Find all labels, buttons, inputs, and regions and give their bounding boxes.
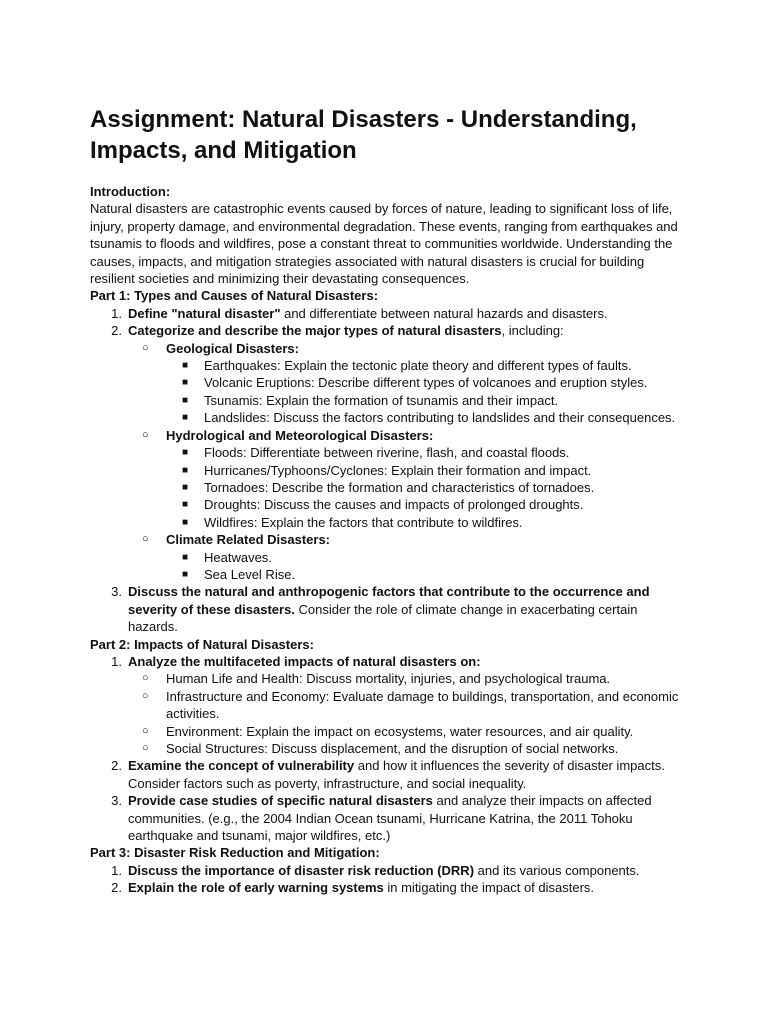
square-bullet-icon: ■ [182,394,189,406]
sub-item [166,374,690,391]
sub-item [166,496,690,513]
category-subitems [166,357,690,427]
sub-item-text: Tornadoes: Describe the formation and characteristics of tornadoes. [204,479,595,495]
square-bullet-icon: ■ [182,412,189,424]
square-bullet-icon: ■ [182,516,189,528]
circle-bullet-icon: ○ [142,428,149,441]
square-bullet-icon: ■ [182,360,189,372]
sub-item-text: Sea Level Rise. [204,566,296,582]
impact-text: Infrastructure and Economy: Evaluate damage to buildings, transportation, and economic activities. [166,688,679,722]
list-number: 2. [111,758,122,774]
sub-item-text: Heatwaves. [204,549,272,565]
sub-item [166,549,690,566]
category-name: Hydrological and Meteorological Disasters: [166,427,434,443]
item-text: and its various components. [474,862,640,878]
item-bold-text: Explain the role of early warning systems [128,880,384,896]
item-bold-text: Discuss the natural and anthropogenic factors that contribute to the occurrence and severity of these disasters. [128,584,650,617]
sub-item-text: Volcanic Eruptions: Describe different types of volcanoes and eruption styles. [204,375,648,391]
circle-bullet-icon: ○ [142,742,149,754]
list-number: 3. [111,793,122,809]
intro-paragraph: Natural disasters are catastrophic events caused by forces of nature, leading to significant loss of life, injury, property damage, and environmental degradation. These events, ranging from earthquakes and tsunamis to floods and wildfires, pose a constant threat to communities worldwide. Understanding the causes, impacts, and mitigation strategies associated with natural disasters is crucial for building resilient societies and minimizing their devastating consequences. [90,201,678,287]
item-bold-text: Analyze the multifaceted impacts of natural disasters on: [128,653,481,669]
sub-item-text: Wildfires: Explain the factors that contribute to wildfires. [204,514,523,530]
sub-item [166,514,690,531]
sub-item [166,444,690,461]
part2-list [90,653,690,844]
sub-item [166,566,690,583]
impact-text: Social Structures: Discuss displacement, and the disruption of social networks. [166,741,619,756]
item-text: and analyze their impacts on affected communities. (e.g., the 2004 Indian Ocean tsunami, Hurricane Katrina, the 2011 Tohoku earthquake and tsunami, major wildfires, etc.) [128,793,652,844]
impact-item [128,723,690,740]
list-item [90,583,690,635]
sub-item-text: Floods: Differentiate between riverine, flash, and coastal floods. [204,445,570,461]
square-bullet-icon: ■ [182,568,189,580]
impact-item [128,740,690,757]
item-text: and differentiate between natural hazards and disasters. [280,305,608,321]
item-bold-text: Categorize and describe the major types of natural disasters [128,323,502,339]
sub-item [166,357,690,374]
circle-bullet-icon: ○ [142,533,149,546]
part3-list [90,862,690,897]
document-title: Assignment: Natural Disasters - Understanding, Impacts, and Mitigation [90,106,637,164]
square-bullet-icon: ■ [182,377,189,389]
item-bold-text: Provide case studies of specific natural disasters [128,793,433,809]
list-item [90,322,690,583]
square-bullet-icon: ■ [182,499,189,511]
list-item [90,305,690,322]
item-text: and how it influences the severity of disaster impacts. Consider factors such as poverty, infrastructure, and social inequality. [128,758,665,791]
intro-heading: Introduction: [90,184,171,199]
item-text: Consider the role of climate change in exacerbating certain hazards. [128,601,638,635]
sub-item-text: Droughts: Discuss the causes and impacts of prolonged droughts. [204,497,584,513]
category-item [128,427,690,531]
item-bold-text: Examine the concept of vulnerability [128,758,355,774]
square-bullet-icon: ■ [182,481,189,493]
circle-bullet-icon: ○ [142,689,149,702]
document-page [90,104,690,897]
list-number: 1. [111,305,122,321]
part1-heading: Part 1: Types and Causes of Natural Disasters: [90,288,379,304]
square-bullet-icon: ■ [182,447,189,459]
part3-heading: Part 3: Disaster Risk Reduction and Mitigation: [90,845,380,861]
list-number: 2. [111,323,122,339]
category-subitems [166,444,690,531]
impact-item [128,688,690,723]
list-number: 3. [111,584,122,600]
impact-text: Human Life and Health: Discuss mortality, injuries, and psychological trauma. [166,671,611,687]
circle-bullet-icon: ○ [142,341,149,354]
category-name: Climate Related Disasters: [166,532,331,548]
list-item [90,792,690,844]
sub-item [166,392,690,409]
list-number: 2. [111,880,122,896]
item-text: in mitigating the impact of disasters. [383,880,595,896]
sub-item-text: Tsunamis: Explain the formation of tsunamis and their impact. [204,392,559,408]
list-number: 1. [111,653,122,669]
part1-list [90,305,690,636]
sub-item-text: Landslides: Discuss the factors contributing to landslides and their consequences. [204,410,676,426]
impacts-list [128,670,690,757]
circle-bullet-icon: ○ [142,724,149,737]
item-bold-text: Discuss the importance of disaster risk reduction (DRR) [128,862,475,878]
circle-bullet-icon: ○ [142,672,149,685]
sub-item [166,462,690,479]
list-item [90,757,690,792]
list-number: 1. [111,862,122,878]
sub-item-text: Hurricanes/Typhoons/Cyclones: Explain their formation and impact. [204,462,592,478]
disaster-categories-list [128,340,690,584]
sub-item [166,479,690,496]
list-item [90,862,690,879]
category-subitems [166,549,690,584]
category-item [128,340,690,427]
sub-item [166,409,690,426]
impact-item [128,670,690,687]
category-item [128,531,690,583]
list-item [90,879,690,896]
square-bullet-icon: ■ [182,551,189,563]
category-name: Geological Disasters: [166,340,299,356]
square-bullet-icon: ■ [182,464,189,476]
document-body [90,183,690,897]
item-bold-text: Define "natural disaster" [128,305,281,321]
list-item [90,653,690,757]
sub-item-text: Earthquakes: Explain the tectonic plate theory and different types of faults. [204,358,632,374]
part2-heading: Part 2: Impacts of Natural Disasters: [90,636,314,652]
impact-text: Environment: Explain the impact on ecosystems, water resources, and air quality. [166,723,634,739]
item-text: , including: [501,323,564,339]
